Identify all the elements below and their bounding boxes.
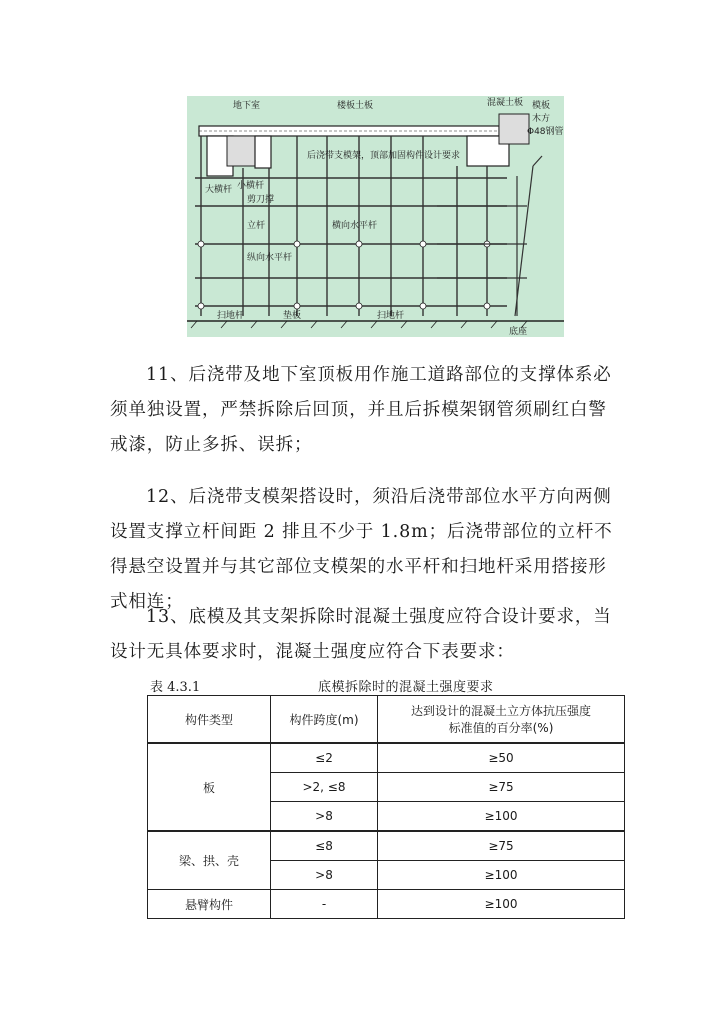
group-beam: 梁、拱、壳: [148, 831, 271, 890]
label-sweep-pole-2: 扫地杆: [377, 311, 405, 321]
value-cell: ≥100: [378, 890, 625, 919]
label-top-concrete: 混凝土板: [487, 98, 524, 108]
label-basement-slab: 地下室: [233, 101, 261, 111]
table-number: 表 4.3.1: [150, 680, 201, 695]
label-small-pole: 小横杆: [237, 181, 265, 191]
paragraph-13: [110, 600, 620, 670]
value-cell: ≥75: [378, 773, 625, 802]
label-horizontal-pole: 横向水平杆: [332, 221, 378, 231]
label-sweep-pole: 扫地杆: [217, 311, 245, 321]
table-title: 底模拆除时的混凝土强度要求: [318, 680, 494, 695]
value-cell: ≥100: [378, 861, 625, 890]
label-pad: 垫板: [283, 311, 302, 321]
label-baseboard: 底座: [509, 327, 528, 337]
table-row: [148, 743, 625, 773]
strength-table: [147, 695, 625, 919]
beam-mid: [255, 136, 271, 168]
group-slab: 板: [148, 743, 271, 831]
paragraph-11: [110, 358, 620, 463]
span-cell: >8: [271, 861, 378, 890]
label-floor-slab: 楼板土板: [337, 101, 374, 111]
table-row: [148, 831, 625, 861]
label-big-pole: 大横杆: [205, 185, 233, 195]
header-type: 构件类型: [148, 696, 271, 744]
span-cell: -: [271, 890, 378, 919]
label-vertical-pole: 立杆: [247, 221, 266, 231]
value-cell: ≥100: [378, 802, 625, 832]
label-pipe: Φ48钢管: [527, 127, 564, 137]
span-cell: ≤2: [271, 743, 378, 773]
paragraph-12-text: 12、后浇带支模架搭设时，须沿后浇带部位水平方向两侧设置支撑立杆间距 2 排且不少于 1.8m；后浇带部位的立杆不得悬空设置并与其它部位支模架的水平杆和扫地杆采用搭接形式相连；: [110, 487, 613, 612]
value-cell: ≥50: [378, 743, 625, 773]
scaffold-diagram: [187, 96, 564, 337]
table-row: [148, 890, 625, 919]
span-cell: >8: [271, 802, 378, 832]
paragraph-12: [110, 480, 620, 620]
label-wood-beam: 木方: [532, 114, 551, 124]
paragraph-13-text: 13、底模及其支架拆除时混凝土强度应符合设计要求，当设计无具体要求时，混凝土强度应符合下表要求：: [110, 607, 612, 662]
span-cell: ≤8: [271, 831, 378, 861]
label-longitudinal-pole: 纵向水平杆: [247, 253, 293, 263]
beam-infill: [227, 136, 255, 166]
header-strength-line2: 标准值的百分率(%): [448, 721, 554, 735]
header-span: 构件跨度(m): [271, 696, 378, 744]
span-cell: >2, ≤8: [271, 773, 378, 802]
slab-right: [499, 114, 529, 144]
group-cantilever: 悬臂构件: [148, 890, 271, 919]
paragraph-11-text: 11、后浇带及地下室顶板用作施工道路部位的支撑体系必须单独设置，严禁拆除后回顶，并且后拆模架钢管须刷红白警戒漆，防止多拆、误拆；: [110, 365, 612, 455]
label-formwork: 模板: [532, 101, 551, 111]
header-strength-line1: 达到设计的混凝土立方体抗压强度: [410, 704, 591, 718]
table-header-row: [148, 696, 625, 744]
header-strength: [378, 696, 625, 744]
label-brace: 剪刀撑: [247, 195, 275, 205]
label-note: 后浇带支模架，顶部加固构件设计要求: [307, 151, 461, 161]
value-cell: ≥75: [378, 831, 625, 861]
